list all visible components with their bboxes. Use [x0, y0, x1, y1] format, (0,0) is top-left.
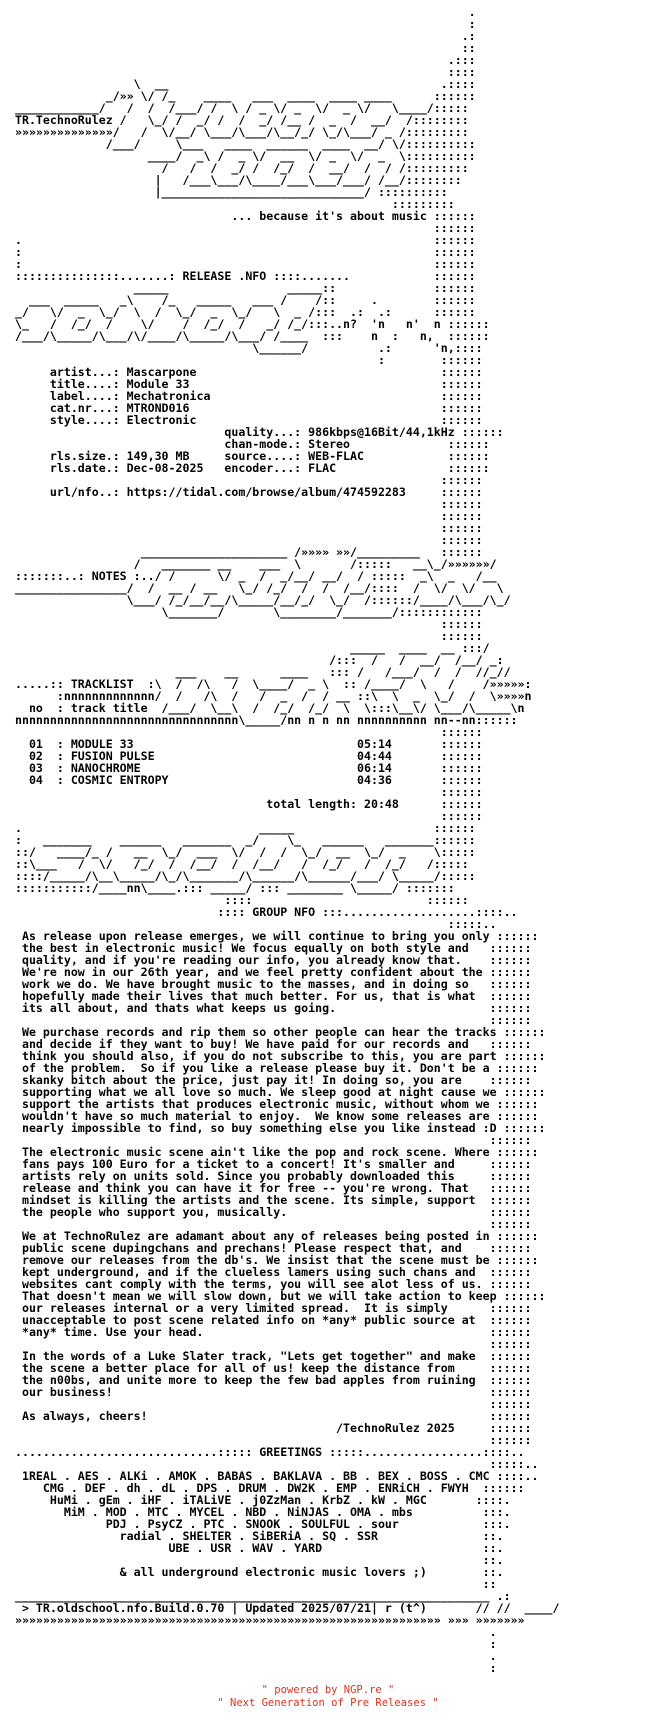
nfo-line: ::::::	[8, 497, 483, 511]
nfo-line: ::::::	[8, 617, 483, 631]
nfo-line: kept underground, and if the clueless lamers using such chans and ::::::	[8, 1265, 532, 1279]
nfo-line: The electronic music scene ain't like the pop and rock scene. Where ::::::	[8, 1145, 539, 1159]
nfo-line: ____________/ / / /___/ / \ / _ \/ _ \/ _ \/ \____/:::::	[8, 101, 469, 115]
nfo-line: the people who support you, musically. ::::::	[8, 1205, 532, 1219]
nfo-line: ::::::	[8, 509, 483, 523]
nfo-line: hopefully made their lives that much better. For us, that is what ::::::	[8, 989, 532, 1003]
nfo-line: no : track title /___/ \__\ / /_/ /_/ \ \:::\__\/ \___/\_____\n	[8, 701, 525, 715]
nfo-line: TR.TechnoRulez / \_/ / _/ / / _/ /__ / _ / __/ /::::::::	[8, 113, 469, 127]
nfo-line: & all underground electronic music lovers ;) ::.	[8, 1565, 504, 1579]
nfo-line: \_______/ \________/_______/::::::::::::	[8, 605, 483, 619]
nfo-line: wouldn't have so much material to enjoy. We know some releases are ::::::	[8, 1109, 539, 1123]
nfo-line: |_____________________________/ ::::::::::	[8, 185, 448, 199]
nfo-line: \_ / /_/ / \/ / /_/ / _/ /_/:::..n? 'n n' n ::::::	[8, 317, 490, 331]
nfo-line: 1REAL . AES . ALKi . AMOK . BABAS . BAKLAVA . BB . BEX . BOSS . CMC ::::..	[8, 1469, 539, 1483]
nfo-line: artist...: Mascarpone ::::::	[8, 365, 483, 379]
nfo-line: _____ _____:: ::::::	[8, 281, 476, 295]
nfo-line: As always, cheers! ::::::	[8, 1409, 532, 1423]
nfo-line: work we do. We have brought music to the masses, and in doing so ::::::	[8, 977, 532, 991]
nfo-line: UBE . USR . WAV . YARD ::.	[8, 1541, 504, 1555]
nfo-line: _/ \/ _ \_/ \ / \_/ _ \_/ \ _ /::: .: .: ::::::	[8, 305, 476, 319]
nfo-line: | /___\___/\____/___\___/___/ /__/::::::::	[8, 173, 462, 187]
nfo-line: PDJ . PsyCZ . PTC . SNOOK . SOULFUL . sour :::.	[8, 1517, 511, 1531]
nfo-line: ::::::	[8, 473, 483, 487]
nfo-line: :::::::::	[8, 197, 455, 211]
nfo-line: . ::::::	[8, 233, 476, 247]
nfo-line: : _______ ______ _______ _/ \_ ______ _______::::::	[8, 833, 476, 847]
nfo-line: ::::::	[8, 809, 483, 823]
nfo-line: 02 : FUSION PULSE 04:44 ::::::	[8, 749, 483, 763]
nfo-line: :::::::::::::::.......: RELEASE .NFO ::::....... ::::::	[8, 269, 476, 283]
nfo-line: ____/ _\ / _ \/ __ \/ _ \/ _ \::::::::::	[8, 149, 476, 163]
nfo-line: websites cant comply with the terms, you will see alot less of us. ::::::	[8, 1277, 532, 1291]
nfo-line: artists rely on units sold. Since you probably downloaded this ::::::	[8, 1169, 532, 1183]
nfo-line: think you should also, if you do not subscribe to this, you are part ::::::	[8, 1049, 546, 1063]
nfo-line: :	[8, 1661, 497, 1675]
nfo-line: ::	[8, 1577, 497, 1591]
nfo-line: label....: Mechatronica ::::::	[8, 389, 483, 403]
nfo-line: .:::	[8, 53, 476, 67]
nfo-line: our releases internal or a very limited spread. It is simply ::::::	[8, 1301, 532, 1315]
nfo-line: : ::::::	[8, 257, 476, 271]
nfo-line: remove our releases from the db's. We insist that the scene must be ::::::	[8, 1253, 539, 1267]
nfo-line: rls.size.: 149,30 MB source....: WEB-FLAC ::::::	[8, 449, 490, 463]
nfo-line: the best in electronic music! We focus equally on both style and ::::::	[8, 941, 532, 955]
nfo-line: of the problem. So if you like a release please buy it. Don't be a ::::::	[8, 1061, 539, 1075]
nfo-line: /___/\_____/\___/\/____/\_____/\___/ /____ ::: n : n, ::::::	[8, 329, 490, 343]
nfo-line: nearly impossible to find, so buy something else you like instead :D ::::::	[8, 1121, 546, 1135]
nfo-line: :::: GROUP NFO :::...................::::..	[8, 905, 518, 919]
nfo-line: ::/ ____/_ / __ \_/ ___ \/ / / \_/ __ \_/ _ \:::::	[8, 845, 476, 859]
nfo-line: ::.	[8, 1553, 504, 1567]
nfo-line: quality...: 986kbps@16Bit/44,1kHz ::::::	[8, 425, 504, 439]
nfo-line: ... because it's about music ::::::	[8, 209, 476, 223]
nfo-line: and decide if they want to buy! We have paid for our records and ::::::	[8, 1037, 532, 1051]
nfo-line: .	[8, 5, 476, 19]
nfo-line: support the artists that produces electronic music, without whom we ::::::	[8, 1097, 539, 1111]
nfo-line: public scene dupingchans and prechans! Please respect that, and ::::::	[8, 1241, 532, 1255]
nfo-line: unacceptable to post scene related info on *any* public source at ::::::	[8, 1313, 532, 1327]
nfo-line: _/»» \/ /_ ____ ___ ____ ____ ____ ::::::	[8, 89, 476, 103]
nfo-line: fans pays 100 Euro for a ticket to a concert! It's smaller and ::::::	[8, 1157, 532, 1171]
nfo-line: . _____ ::::::	[8, 821, 476, 835]
nfo-line: url/nfo..: https://tidal.com/browse/album/474592283 ::::::	[8, 485, 483, 499]
nfo-line: ::::/_____/\__\_____/\_/\_______/\______/\______/___/ \_____/:::::	[8, 869, 476, 883]
nfo-line: ::::	[8, 65, 476, 79]
nfo-line: :	[8, 1637, 497, 1651]
nfo-line: quality, and if you're reading our info, you already know that. ::::::	[8, 953, 532, 967]
nfo-line: :nnnnnnnnnnnnn/ / /\ / / _ / / __ ::\ \ _ \_/ / \»»»»n	[8, 689, 532, 703]
nfo-line: .....:: TRACKLIST :\ / /\ / \____/ _ \ :: /____/ \ / /»»»»»:	[8, 677, 532, 691]
nfo-line: _____ ____ __ :::/	[8, 641, 490, 655]
nfo-line: ____________________________________________________________________ .:	[8, 1589, 511, 1603]
nfo-line: chan-mode.: Stereo ::::::	[8, 437, 490, 451]
nfo-line: ::::::	[8, 1397, 532, 1411]
nfo-line: nnnnnnnnnnnnnnnnnnnnnnnnnnnnnnnn\_____/nn n n nn nnnnnnnnnn nn--nn::::::	[8, 713, 518, 727]
nfo-line: :::::::::::/____nn\____.::: _____/ ::: ________ \_____/ :::::::	[8, 881, 455, 895]
nfo-line: ::	[8, 41, 476, 55]
nfo-line: ::::::	[8, 725, 483, 739]
tagline-text: " Next Generation of Pre Releases "	[217, 1697, 439, 1709]
nfo-line: title....: Module 33 ::::::	[8, 377, 483, 391]
nfo-line: ::::::	[8, 1337, 532, 1351]
nfo-line: ::::::	[8, 629, 483, 643]
nfo-line: :::: ::::::	[8, 893, 469, 907]
nfo-line: \ __ .::::	[8, 77, 476, 91]
nfo-line: ::::::	[8, 1013, 532, 1027]
nfo-line: :::::..	[8, 1457, 539, 1471]
nfo-line: CMG . DEF . dh . dL . DPS . DRUM . DW2K . EMP . ENRiCH . FWYH ::::::	[8, 1481, 525, 1495]
nfo-line: That doesn't mean we will slow down, but we will take action to keep ::::::	[8, 1289, 546, 1303]
nfo-line: rls.date.: Dec-08-2025 encoder...: FLAC ::::::	[8, 461, 490, 475]
nfo-line: the scene a better place for all of us! keep the distance from ::::::	[8, 1361, 532, 1375]
nfo-line: supporting what we all love so much. We sleep good at night cause we ::::::	[8, 1085, 546, 1099]
nfo-line: ::::::	[8, 785, 483, 799]
nfo-line: We're now in our 26th year, and we feel pretty confident about the ::::::	[8, 965, 532, 979]
nfo-line: our business! ::::::	[8, 1385, 532, 1399]
nfo-line: / / / _/ / /_/ / __/ / / /:::::::::	[8, 161, 469, 175]
nfo-line: :::::..	[8, 917, 497, 931]
nfo-line: \___/ /_/__/__/\_____/__/_/ \_/ /::::::/____/\___/\_/	[8, 593, 511, 607]
nfo-line: ::::::	[8, 1217, 532, 1231]
nfo-line: 01 : MODULE 33 05:14 ::::::	[8, 737, 483, 751]
nfo-line: the n00bs, and unite more to keep the few bad apples from ruining ::::::	[8, 1373, 532, 1387]
nfo-line: its all about, and thats what keeps us going. ::::::	[8, 1001, 532, 1015]
nfo-line: :::::::..: NOTES :../ / \/ _ / _/__/ __/ / ::::: _\ _ /__	[8, 569, 497, 583]
nfo-line: We at TechnoRulez are adamant about any of releases being posted in ::::::	[8, 1229, 539, 1243]
nfo-line: We purchase records and rip them so other people can hear the tracks ::::::	[8, 1025, 546, 1039]
nfo-line: *any* time. Use your head. ::::::	[8, 1325, 532, 1339]
nfo-line: As release upon release emerges, we will continue to bring you only ::::::	[8, 929, 539, 943]
nfo-line: ::::::	[8, 221, 476, 235]
nfo-line: radial . SHELTER . SiBERiA . SQ . SSR ::.	[8, 1529, 504, 1543]
nfo-line: / _______ __ ___ \ /::::: __\_/»»»»»»/	[8, 557, 497, 571]
nfo-line: ________________/ / __ / __ \_/ /_/ / / /__/:::: / \/ \/ \	[8, 581, 504, 595]
nfo-line: \______/ .: 'n,::::	[8, 341, 483, 355]
nfo-line: :	[8, 17, 476, 31]
nfo-line: »»»»»»»»»»»»»»»»»»»»»»»»»»»»»»»»»»»»»»»»»»»»»»»»»»»»»»»»»»»»» »»» »»»»»»»	[8, 1613, 525, 1627]
nfo-line: /___/ \___ ____ ______ ____ __/ \/::::::::::	[8, 137, 476, 151]
nfo-line: ::::::	[8, 1133, 532, 1147]
nfo-line: ___ __ ____ ::: / /___/ / / //_//	[8, 665, 511, 679]
nfo-line: .:	[8, 29, 476, 43]
nfo-line: 04 : COSMIC ENTROPY 04:36 ::::::	[8, 773, 483, 787]
nfo-line: ::\___ / \/ /_/ / /__/ / /__/ / /_/ / /_/ /:::::	[8, 857, 469, 871]
nfo-line: /::: / / __/ /__/ _:	[8, 653, 504, 667]
nfo-line: MiM . MOD . MTC . MYCEL . NBD . NiNJAS . OMA . mbs :::.	[8, 1505, 511, 1519]
nfo-line: > TR.oldschool.nfo.Build.0.70 | Updated 2025/07/21| r (t^) // // ____/	[8, 1601, 560, 1615]
nfo-line: »»»»»»»»»»»»»»/ / \/__/ \___/\___/\__/_/ \_/\___/ _ /:::::::::	[8, 125, 469, 139]
nfo-line: ::::::	[8, 1433, 532, 1447]
nfo-line: mindset is killing the artists and the scene. Its simple, support ::::::	[8, 1193, 532, 1207]
nfo-line: ::::::	[8, 521, 483, 535]
nfo-line: .	[8, 1625, 497, 1639]
nfo-line: cat.nr...: MTROND016 ::::::	[8, 401, 483, 415]
nfo-line: : ::::::	[8, 245, 476, 259]
nfo-line: total length: 20:48 ::::::	[8, 797, 483, 811]
nfo-line: ___ _____ _\ /_ _____ ___ / /:: . ::::::	[8, 293, 476, 307]
footer	[0, 1684, 656, 1710]
nfo-line: : ::::::	[8, 353, 483, 367]
nfo-line: .............................::::: GREETINGS :::::.................::::..	[8, 1445, 525, 1459]
nfo-line: ::::::	[8, 533, 483, 547]
powered-by-text: " powered by NGP.re "	[261, 1684, 395, 1696]
nfo-line: /TechnoRulez 2025 ::::::	[8, 1421, 532, 1435]
nfo-line: 03 : NANOCHROME 06:14 ::::::	[8, 761, 483, 775]
nfo-line: .	[8, 1649, 497, 1663]
nfo-line: style....: Electronic ::::::	[8, 413, 483, 427]
nfo-line: HuMi . gEm . iHF . iTALiVE . j0ZzMan . KrbZ . kW . MGC ::::.	[8, 1493, 511, 1507]
nfo-line: skanky bitch about the price, just pay it! In doing so, you are ::::::	[8, 1073, 532, 1087]
nfo-line: _____________________ /»»»» »»/_________ ::::::	[8, 545, 483, 559]
nfo-line: In the words of a Luke Slater track, "Lets get together" and make ::::::	[8, 1349, 532, 1363]
nfo-line: release and think you can have it for free -- you're wrong. That ::::::	[8, 1181, 532, 1195]
